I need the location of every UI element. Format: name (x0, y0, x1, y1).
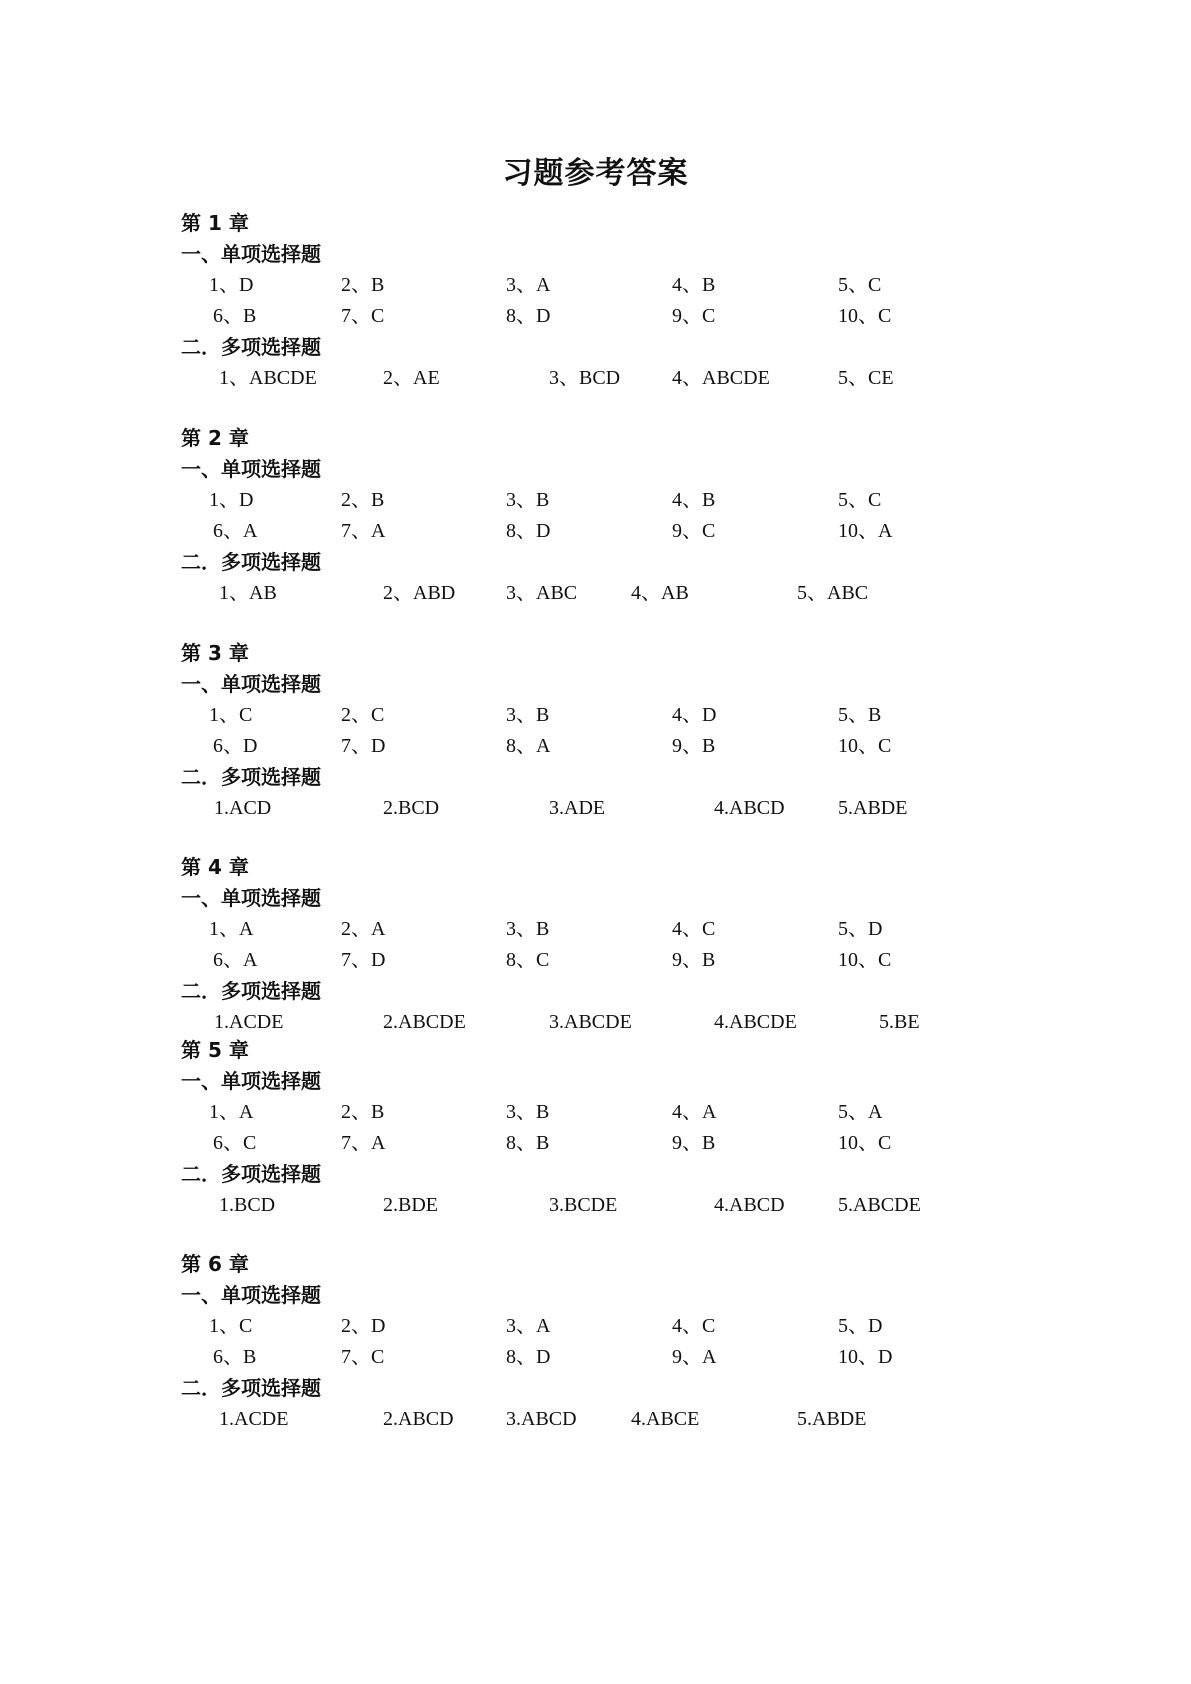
multi-choice-answer: 4、AB (631, 582, 689, 604)
single-choice-answer: 4、B (672, 274, 716, 296)
page-title: 习题参考答案 (502, 156, 689, 191)
single-choice-answer: 5、C (838, 489, 882, 511)
multi-choice-answer: 1.ACDE (219, 1408, 289, 1430)
single-choice-answer: 7、A (341, 1132, 386, 1154)
multi-choice-answer: 5、ABC (797, 582, 869, 604)
single-choice-answer: 10、D (838, 1346, 893, 1368)
single-choice-answer: 6、B (213, 1346, 257, 1368)
single-choice-heading: 一、单项选择题 (181, 672, 321, 696)
single-choice-answer: 10、C (838, 305, 892, 327)
multi-choice-answer: 2.BDE (383, 1194, 438, 1216)
single-choice-answer: 9、B (672, 735, 716, 757)
single-choice-answer: 9、B (672, 949, 716, 971)
single-choice-answer: 10、C (838, 949, 892, 971)
single-choice-answer: 5、D (838, 918, 883, 940)
single-choice-answer: 1、D (209, 489, 254, 511)
single-choice-answer: 4、C (672, 1315, 716, 1337)
multi-choice-answer: 3.ABCD (506, 1408, 577, 1430)
single-choice-answer: 1、C (209, 1315, 253, 1337)
single-choice-answer: 2、B (341, 274, 385, 296)
single-choice-answer: 4、D (672, 704, 717, 726)
single-choice-answer: 9、A (672, 1346, 717, 1368)
multi-choice-answer: 4.ABCE (631, 1408, 700, 1430)
single-choice-answer: 7、D (341, 735, 386, 757)
chapter-heading: 第 2 章 (181, 426, 249, 450)
single-choice-answer: 2、A (341, 918, 386, 940)
single-choice-answer: 8、C (506, 949, 550, 971)
multi-choice-answer: 1.BCD (219, 1194, 276, 1216)
multi-choice-answer: 5、CE (838, 367, 894, 389)
single-choice-answer: 3、B (506, 489, 550, 511)
multi-choice-answer: 4、ABCDE (672, 367, 770, 389)
single-choice-answer: 4、B (672, 489, 716, 511)
single-choice-answer: 1、A (209, 918, 254, 940)
multi-choice-answer: 5.ABDE (838, 797, 908, 819)
single-choice-answer: 3、B (506, 1101, 550, 1123)
multi-choice-answer: 4.ABCDE (714, 1011, 797, 1033)
single-choice-answer: 7、C (341, 305, 385, 327)
multi-choice-answer: 2.ABCDE (383, 1011, 466, 1033)
single-choice-answer: 3、A (506, 1315, 551, 1337)
multi-choice-answer: 1.ACD (214, 797, 272, 819)
single-choice-answer: 9、C (672, 520, 716, 542)
multi-choice-answer: 2、AE (383, 367, 440, 389)
multi-choice-answer: 5.BE (879, 1011, 920, 1033)
single-choice-answer: 9、C (672, 305, 716, 327)
single-choice-heading: 一、单项选择题 (181, 457, 321, 481)
single-choice-answer: 8、A (506, 735, 551, 757)
single-choice-answer: 5、D (838, 1315, 883, 1337)
multi-choice-answer: 3.BCDE (549, 1194, 618, 1216)
chapter-heading: 第 6 章 (181, 1252, 249, 1276)
multi-choice-heading: 二．多项选择题 (181, 1376, 321, 1400)
single-choice-answer: 8、D (506, 1346, 551, 1368)
single-choice-answer: 5、A (838, 1101, 883, 1123)
multi-choice-answer: 5.ABDE (797, 1408, 867, 1430)
single-choice-answer: 1、D (209, 274, 254, 296)
single-choice-answer: 6、D (213, 735, 258, 757)
single-choice-answer: 6、A (213, 949, 258, 971)
multi-choice-answer: 2.BCD (383, 797, 440, 819)
single-choice-answer: 3、B (506, 704, 550, 726)
single-choice-answer: 4、A (672, 1101, 717, 1123)
chapter-heading: 第 4 章 (181, 855, 249, 879)
multi-choice-answer: 3、ABC (506, 582, 578, 604)
single-choice-answer: 3、B (506, 918, 550, 940)
multi-choice-heading: 二．多项选择题 (181, 550, 321, 574)
multi-choice-answer: 1、ABCDE (219, 367, 317, 389)
single-choice-answer: 7、D (341, 949, 386, 971)
chapter-heading: 第 3 章 (181, 641, 249, 665)
multi-choice-answer: 3.ADE (549, 797, 606, 819)
multi-choice-answer: 2、ABD (383, 582, 456, 604)
multi-choice-answer: 5.ABCDE (838, 1194, 921, 1216)
multi-choice-heading: 二．多项选择题 (181, 765, 321, 789)
single-choice-answer: 6、A (213, 520, 258, 542)
multi-choice-answer: 4.ABCD (714, 797, 785, 819)
single-choice-answer: 5、C (838, 274, 882, 296)
single-choice-answer: 7、C (341, 1346, 385, 1368)
single-choice-answer: 2、C (341, 704, 385, 726)
multi-choice-heading: 二．多项选择题 (181, 335, 321, 359)
single-choice-answer: 6、B (213, 305, 257, 327)
multi-choice-heading: 二．多项选择题 (181, 979, 321, 1003)
single-choice-answer: 8、D (506, 520, 551, 542)
single-choice-answer: 10、C (838, 1132, 892, 1154)
single-choice-answer: 8、B (506, 1132, 550, 1154)
single-choice-answer: 4、C (672, 918, 716, 940)
multi-choice-answer: 3.ABCDE (549, 1011, 632, 1033)
single-choice-answer: 5、B (838, 704, 882, 726)
single-choice-answer: 8、D (506, 305, 551, 327)
multi-choice-answer: 1、AB (219, 582, 277, 604)
single-choice-heading: 一、单项选择题 (181, 1283, 321, 1307)
single-choice-answer: 2、B (341, 489, 385, 511)
multi-choice-answer: 1.ACDE (214, 1011, 284, 1033)
single-choice-answer: 10、A (838, 520, 893, 542)
multi-choice-heading: 二．多项选择题 (181, 1162, 321, 1186)
single-choice-answer: 10、C (838, 735, 892, 757)
single-choice-answer: 2、D (341, 1315, 386, 1337)
single-choice-answer: 7、A (341, 520, 386, 542)
multi-choice-answer: 4.ABCD (714, 1194, 785, 1216)
multi-choice-answer: 3、BCD (549, 367, 621, 389)
single-choice-answer: 3、A (506, 274, 551, 296)
multi-choice-answer: 2.ABCD (383, 1408, 454, 1430)
single-choice-heading: 一、单项选择题 (181, 1069, 321, 1093)
single-choice-answer: 2、B (341, 1101, 385, 1123)
single-choice-answer: 1、A (209, 1101, 254, 1123)
single-choice-answer: 6、C (213, 1132, 257, 1154)
chapter-heading: 第 5 章 (181, 1038, 249, 1062)
single-choice-heading: 一、单项选择题 (181, 242, 321, 266)
chapter-heading: 第 1 章 (181, 211, 249, 235)
single-choice-answer: 1、C (209, 704, 253, 726)
single-choice-heading: 一、单项选择题 (181, 886, 321, 910)
single-choice-answer: 9、B (672, 1132, 716, 1154)
